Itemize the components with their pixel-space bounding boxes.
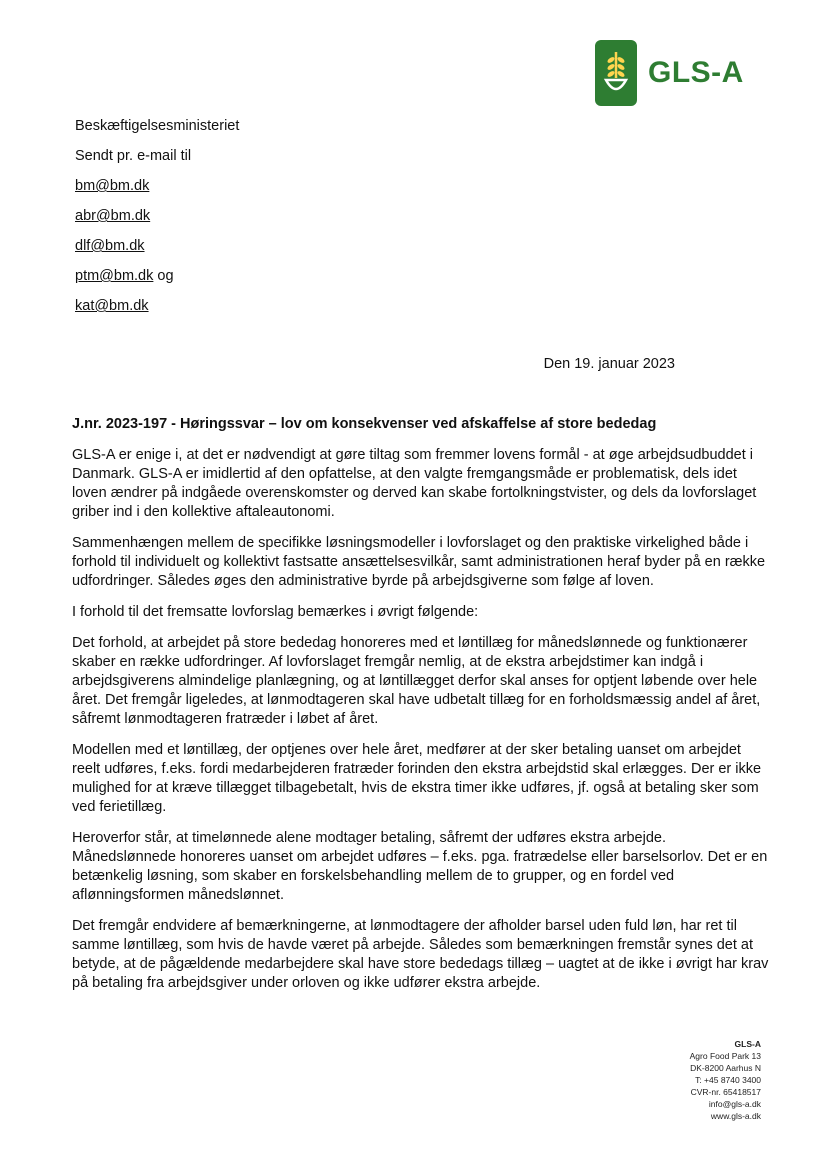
paragraph: Det forhold, at arbejdet på store bededag honoreres med et løntillæg for månedslønnede og funktionærer skaber en række udfordringer. Af lovforslaget fremgår nemlig, at de ekstra arbejdstimer kan indgå i arbejdsgiverens almindelige planlægning, og at løntillægget derfor skal anses for optjent løbende over hele året. Det fremgår ligeledes, at lønmodtageren skal have udbetalt tillæg for en forholdsmæssig andel af året, såfremt lønmodtageren fratræder i løbet af året. xyxy=(72,635,761,727)
email-connector: og xyxy=(157,268,174,284)
gls-a-logo xyxy=(595,40,744,106)
letter-date: Den 19. januar 2023 xyxy=(543,356,675,372)
email-link-dlf[interactable]: dlf@bm.dk xyxy=(75,238,145,254)
paragraph: Det fremgår endvidere af bemærkningerne, at lønmodtagere der afholder barsel uden fuld løn, har ret til samme løntillæg, som hvis de havde været på arbejde. Således som bemærkningen fremstår synes det at betyde, at de pågældende medarbejdere skal have store bededags tillæg – uagtet at de ikke i øvrigt har krav på betaling fra arbejdsgiver under orloven og ikke udfører ekstra arbejde. xyxy=(72,918,769,991)
logo-text: GLS-A xyxy=(648,56,744,89)
recipient-block xyxy=(75,116,239,326)
letter-body xyxy=(72,446,772,1005)
footer-email[interactable]: info@gls-a.dk xyxy=(708,1099,761,1109)
footer-company: GLS-A xyxy=(734,1039,761,1049)
ministry-name: Beskæftigelsesministeriet xyxy=(75,118,240,134)
letter-subject: J.nr. 2023-197 - Høringssvar – lov om konsekvenser ved afskaffelse af store bededag xyxy=(72,416,657,432)
sent-by-label: Sendt pr. e-mail til xyxy=(75,148,192,164)
footer-city: DK-8200 Aarhus N xyxy=(690,1063,761,1073)
paragraph: GLS-A er enige i, at det er nødvendigt at gøre tiltag som fremmer lovens formål - at øge arbejdsudbuddet i Danmark. GLS-A er imidlertid af den opfattelse, at den valgte fremgangsmåde er problematisk, dels idet loven ændrer på indgåede overenskomster og derved kan skabe fortolkningstvister, og dels da lovforslaget griber ind i den kollektive aftaleautonomi. xyxy=(72,447,757,520)
email-link-bm[interactable]: bm@bm.dk xyxy=(75,178,150,194)
paragraph: Modellen med et løntillæg, der optjenes over hele året, medfører at der sker betaling uanset om arbejdet reelt udføres, f.eks. fordi medarbejderen fratræder forinden den ekstra arbejdstid skal erlægges. Der er ikke mulighed for at kræve tillægget tilbagebetalt, hvis de ekstra timer ikke udføres, jf. også at betaling sker som ved ferietillæg. xyxy=(72,742,762,815)
paragraph: Sammenhængen mellem de specifikke løsningsmodeller i lovforslaget og den praktiske virkelighed både i forhold til individuelt og kollektivt fastsatte ansættelsesvilkår, samt administrationen heraf byder på en række udfordringer. Således øges den administrative byrde på arbejdsgiverne som følge af loven. xyxy=(72,535,766,589)
footer-contact xyxy=(690,1038,761,1122)
paragraph: I forhold til det fremsatte lovforslag bemærkes i øvrigt følgende: xyxy=(72,604,479,620)
email-link-kat[interactable]: kat@bm.dk xyxy=(75,298,149,314)
footer-phone: T: +45 8740 3400 xyxy=(695,1075,761,1085)
paragraph: Heroverfor står, at timelønnede alene modtager betaling, såfremt der udføres ekstra arbejde. Månedslønnede honoreres uanset om arbejdet udføres – f.eks. pga. fratrædelse eller barselsorlov. Det er en betænkelig løsning, som skaber en forskelsbehandling mellem de to grupper, og en fordel ved aflønningsformen månedslønnet. xyxy=(72,830,768,903)
footer-address: Agro Food Park 13 xyxy=(689,1051,761,1061)
footer-web[interactable]: www.gls-a.dk xyxy=(710,1111,761,1121)
email-link-ptm[interactable]: ptm@bm.dk xyxy=(75,268,154,284)
wheat-icon xyxy=(595,40,637,106)
footer-cvr: CVR-nr. 65418517 xyxy=(690,1087,761,1097)
email-link-abr[interactable]: abr@bm.dk xyxy=(75,208,151,224)
